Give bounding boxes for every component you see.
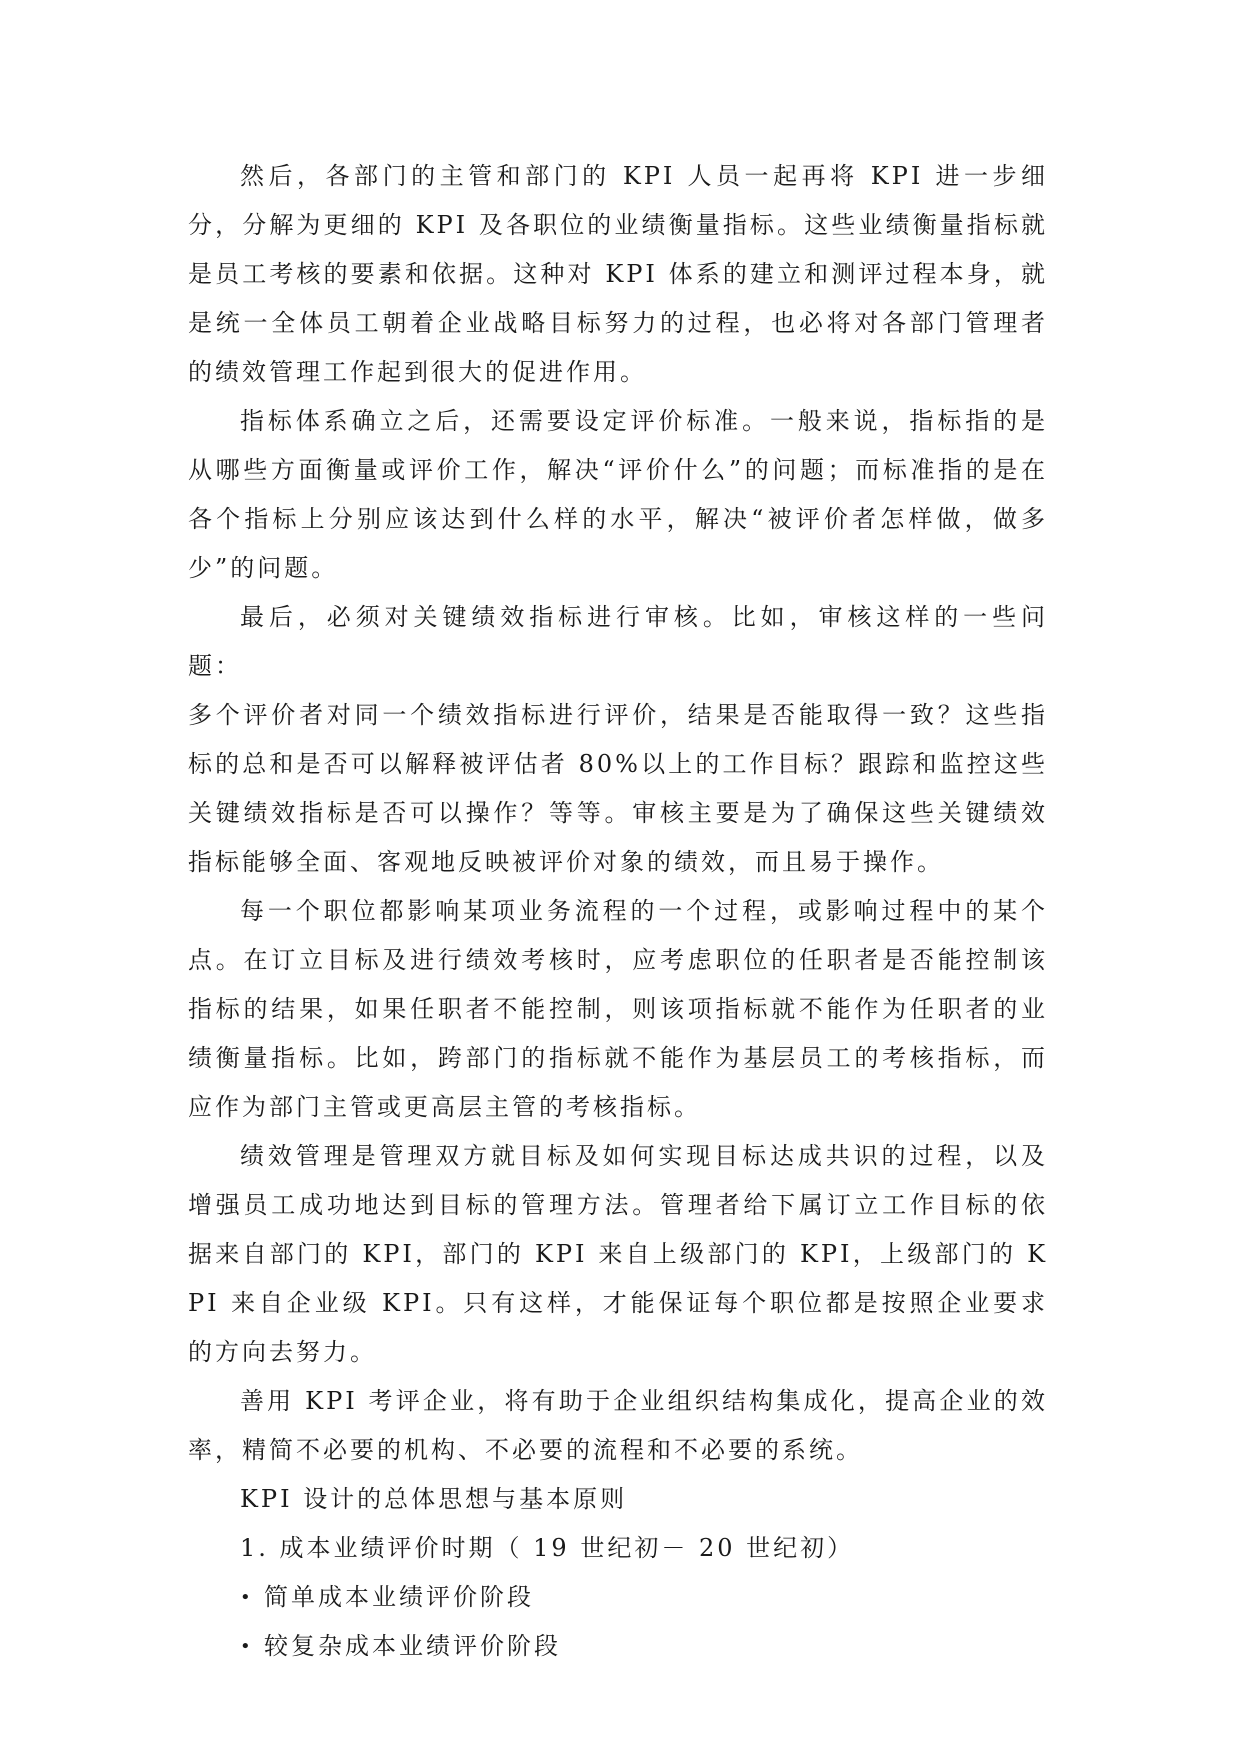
paragraph-evaluation-standard: 指标体系确立之后，还需要设定评价标准。一般来说，指标指的是从哪些方面衡量或评价工作，解决“评价什么”的问题；而标准指的是在各个指标上分别应该达到什么样的水平，解决“被评价者怎样做，做多少”的问题。 xyxy=(188,407,1048,582)
paragraph-kpi-benefits: 善用 KPI 考评企业，将有助于企业组织结构集成化，提高企业的效率，精简不必要的机构、不必要的流程和不必要的系统。 xyxy=(188,1387,1048,1464)
paragraph-kpi-decomposition: 然后，各部门的主管和部门的 KPI 人员一起再将 KPI 进一步细分，分解为更细的 KPI 及各职位的业绩衡量指标。这些业绩衡量指标就是员工考核的要素和依据。这种对 KPI 体系的建立和测评过程本身，就是统一全体员工朝着企业战略目标努力的过程，也必将对各部门管理者的绩效管理工作起到很大的促进作用。 xyxy=(188,162,1048,386)
paragraph-performance-management: 绩效管理是管理双方就目标及如何实现目标达成共识的过程，以及增强员工成功地达到目标的管理方法。管理者给下属订立工作目标的依据来自部门的 KPI，部门的 KPI 来自上级部门的 KPI，上级部门的 KPI 来自企业级 KPI。只有这样，才能保证每个职位都是按照企业要求的方向去努力。 xyxy=(188,1142,1048,1366)
bullet-item xyxy=(188,1622,1048,1671)
numbered-item: 1. 成本业绩评价时期（ 19 世纪初－ 20 世纪初） xyxy=(240,1534,855,1562)
bullet-icon: • xyxy=(240,1636,251,1657)
document-body xyxy=(188,152,1048,1671)
paragraph-position-control: 每一个职位都影响某项业务流程的一个过程，或影响过程中的某个点。在订立目标及进行绩效考核时，应考虑职位的任职者是否能控制该指标的结果，如果任职者不能控制，则该项指标就不能作为任职者的业绩衡量指标。比如，跨部门的指标就不能作为基层员工的考核指标，而应作为部门主管或更高层主管的考核指标。 xyxy=(188,897,1048,1121)
bullet-item-text: 较复杂成本业绩评价阶段 xyxy=(264,1632,561,1660)
bullet-item-text: 简单成本业绩评价阶段 xyxy=(264,1583,534,1611)
paragraph-review-intro: 最后，必须对关键绩效指标进行审核。比如，审核这样的一些问题： xyxy=(188,603,1048,680)
bullet-item xyxy=(188,1573,1048,1622)
section-heading: KPI 设计的总体思想与基本原则 xyxy=(240,1485,628,1513)
bullet-icon: • xyxy=(240,1587,251,1608)
paragraph-review-questions: 多个评价者对同一个绩效指标进行评价，结果是否能取得一致？这些指标的总和是否可以解释被评估者 80%以上的工作目标？跟踪和监控这些关键绩效指标是否可以操作？等等。审核主要是为了确保这些关键绩效指标能够全面、客观地反映被评价对象的绩效，而且易于操作。 xyxy=(188,701,1048,876)
